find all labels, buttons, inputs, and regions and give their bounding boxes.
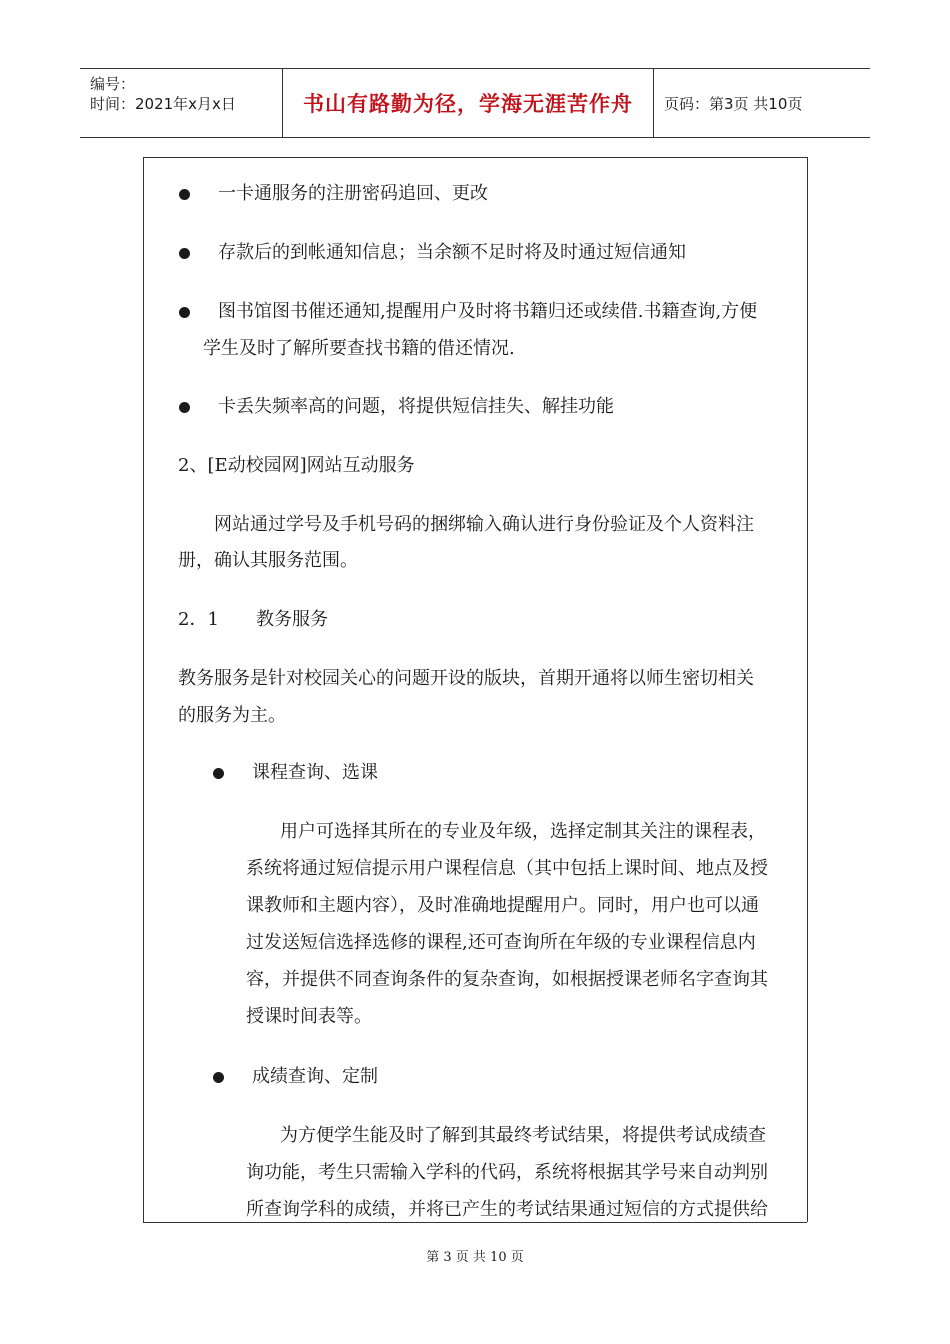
bullet-icon bbox=[179, 402, 190, 413]
bullet-text-1: 一卡通服务的注册密码追回、更改 bbox=[218, 183, 488, 204]
bullet-icon bbox=[179, 248, 190, 259]
paragraph-4-line-2: 询功能，考生只需输入学科的代码，系统将根据其学号来自动判别 bbox=[246, 1162, 768, 1183]
bullet-icon bbox=[179, 307, 190, 318]
course-query-heading: 课程查询、选课 bbox=[252, 762, 378, 783]
paragraph-3-line-5: 容，并提供不同查询条件的复杂查询，如根据授课老师名字查询其 bbox=[246, 969, 768, 990]
paragraph-3-line-6: 授课时间表等。 bbox=[246, 1006, 372, 1027]
bullet-text-3-line-1: 图书馆图书催还通知,提醒用户及时将书籍归还或续借.书籍查询,方便 bbox=[218, 301, 758, 322]
number-label: 编号： bbox=[90, 75, 136, 93]
paragraph-3-line-4: 过发送短信选择选修的课程,还可查询所在年级的专业课程信息内 bbox=[246, 932, 756, 953]
header-meta bbox=[80, 69, 283, 137]
page-footer: 第 3 页 共 10 页 bbox=[426, 1250, 524, 1265]
header-page-info bbox=[654, 69, 870, 137]
bullet-text-3-line-2: 学生及时了解所要查找书籍的借还情况. bbox=[203, 338, 515, 359]
bullet-icon bbox=[213, 1072, 224, 1083]
paragraph-1-line-2: 册，确认其服务范围。 bbox=[178, 550, 358, 571]
paragraph-4-line-1: 为方便学生能及时了解到其最终考试结果，将提供考试成绩查 bbox=[280, 1125, 766, 1146]
page-info: 页码：第3页 共10页 bbox=[664, 94, 803, 113]
paragraph-3-line-1: 用户可选择其所在的专业及年级，选择定制其关注的课程表， bbox=[280, 821, 766, 842]
section-2-1-number: 2．1 bbox=[178, 609, 219, 630]
bullet-icon bbox=[213, 768, 224, 779]
paragraph-3-line-3: 课教师和主题内容），及时准确地提醒用户。同时，用户也可以通 bbox=[246, 895, 759, 916]
paragraph-3-line-2: 系统将通过短信提示用户课程信息（其中包括上课时间、地点及授 bbox=[246, 858, 768, 879]
paragraph-2-line-2: 的服务为主。 bbox=[178, 705, 286, 726]
section-2-heading: 2、[E动校园网]网站互动服务 bbox=[178, 455, 415, 476]
motto: 书山有路勤为径，学海无涯苦作舟 bbox=[303, 92, 633, 116]
paragraph-1-line-1: 网站通过学号及手机号码的捆绑输入确认进行身份验证及个人资料注 bbox=[214, 514, 754, 535]
bullet-text-2: 存款后的到帐通知信息；当余额不足时将及时通过短信通知 bbox=[218, 242, 686, 263]
grade-query-heading: 成绩查询、定制 bbox=[252, 1066, 378, 1087]
header-motto-cell bbox=[283, 69, 654, 137]
page-header bbox=[80, 68, 870, 138]
time-label: 时间：2021年x月x日 bbox=[90, 95, 236, 113]
section-2-1-title: 教务服务 bbox=[256, 609, 328, 630]
paragraph-4-line-3: 所查询学科的成绩，并将已产生的考试结果通过短信的方式提供给 bbox=[246, 1199, 768, 1220]
paragraph-2-line-1: 教务服务是针对校园关心的问题开设的版块，首期开通将以师生密切相关 bbox=[178, 668, 754, 689]
bullet-icon bbox=[179, 189, 190, 200]
bullet-text-4: 卡丢失频率高的问题，将提供短信挂失、解挂功能 bbox=[218, 396, 614, 417]
